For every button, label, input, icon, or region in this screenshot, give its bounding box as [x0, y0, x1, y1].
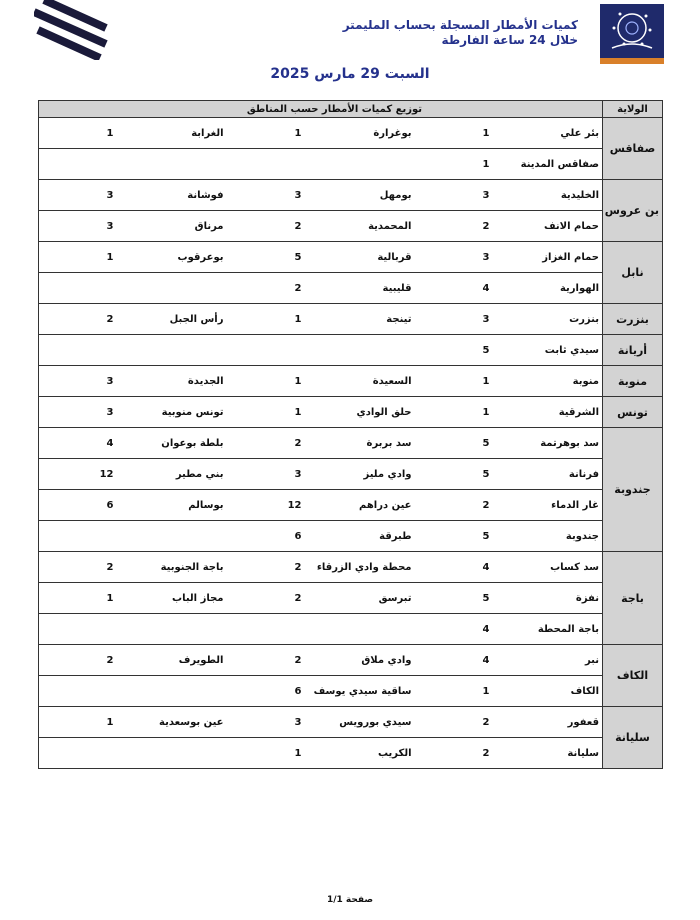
rainfall-value: 4	[415, 552, 493, 583]
rainfall-value: 2	[415, 738, 493, 769]
station-name: سليانة	[493, 738, 603, 769]
station-name: صفاقس المدينة	[493, 149, 603, 180]
station-name: سد بوهرتمة	[493, 428, 603, 459]
table-row	[39, 211, 663, 242]
page-number: صفحة 1/1	[326, 895, 374, 905]
station-name: جندوبة	[493, 521, 603, 552]
governorate-cell: بن عروس	[603, 180, 663, 242]
rainfall-value: 2	[227, 273, 305, 304]
governorate-cell: الكاف	[603, 645, 663, 707]
report-title	[278, 18, 578, 48]
station-name	[117, 521, 227, 552]
table-row	[39, 242, 663, 273]
table-row	[39, 583, 663, 614]
rainfall-table	[38, 100, 663, 769]
station-name	[117, 335, 227, 366]
table-row	[39, 366, 663, 397]
rainfall-value: 3	[415, 304, 493, 335]
rainfall-value: 3	[415, 180, 493, 211]
station-name	[117, 149, 227, 180]
station-name: بوسالم	[117, 490, 227, 521]
station-name: بومهل	[305, 180, 415, 211]
station-name: قربالية	[305, 242, 415, 273]
rainfall-value: 12	[227, 490, 305, 521]
distribution-column-header: توزيع كميات الأمطار حسب المناطق	[39, 101, 603, 118]
rainfall-value: 5	[415, 335, 493, 366]
rainfall-value: 1	[415, 366, 493, 397]
station-name: الكاف	[493, 676, 603, 707]
station-name: سيدي بورويس	[305, 707, 415, 738]
rainfall-value: 2	[415, 211, 493, 242]
station-name: محطة وادي الزرقاء	[305, 552, 415, 583]
rainfall-value	[39, 614, 117, 645]
station-name: طبرقة	[305, 521, 415, 552]
rainfall-value: 1	[227, 118, 305, 149]
rainfall-value: 5	[227, 242, 305, 273]
rainfall-value	[39, 273, 117, 304]
rainfall-value: 2	[415, 490, 493, 521]
station-name	[305, 335, 415, 366]
station-name: سد كساب	[493, 552, 603, 583]
rainfall-value: 1	[39, 118, 117, 149]
table-row	[39, 738, 663, 769]
table-row	[39, 707, 663, 738]
rainfall-value: 5	[415, 459, 493, 490]
rainfall-value: 6	[227, 521, 305, 552]
station-name: سد بربرة	[305, 428, 415, 459]
station-name: منوبة	[493, 366, 603, 397]
rainfall-value: 1	[227, 366, 305, 397]
rainfall-value: 12	[39, 459, 117, 490]
table-row	[39, 397, 663, 428]
rainfall-value: 3	[39, 211, 117, 242]
station-name	[305, 614, 415, 645]
rainfall-value	[39, 676, 117, 707]
station-name: تبرسق	[305, 583, 415, 614]
station-name: تونس منوبية	[117, 397, 227, 428]
rainfall-value: 1	[227, 738, 305, 769]
governorate-cell: بنزرت	[603, 304, 663, 335]
table-row	[39, 149, 663, 180]
rainfall-table-body	[39, 118, 663, 769]
rainfall-value: 2	[39, 552, 117, 583]
station-name: ساقية سيدي يوسف	[305, 676, 415, 707]
station-name: السعيدة	[305, 366, 415, 397]
station-name: قعفور	[493, 707, 603, 738]
station-name: فوشانة	[117, 180, 227, 211]
station-name: الخليدية	[493, 180, 603, 211]
station-name: حمام الانف	[493, 211, 603, 242]
table-row	[39, 552, 663, 583]
table-row	[39, 521, 663, 552]
rainfall-value: 6	[39, 490, 117, 521]
rainfall-value: 1	[39, 242, 117, 273]
table-row	[39, 118, 663, 149]
rainfall-value: 3	[415, 242, 493, 273]
station-name: الطويرف	[117, 645, 227, 676]
rainfall-value: 1	[39, 583, 117, 614]
station-name: باجة الجنوبية	[117, 552, 227, 583]
station-name: وادي ملاق	[305, 645, 415, 676]
governorate-cell: أريانة	[603, 335, 663, 366]
station-name: نفزة	[493, 583, 603, 614]
rainfall-value: 1	[415, 676, 493, 707]
rainfall-value: 3	[39, 180, 117, 211]
table-row	[39, 180, 663, 211]
rainfall-value	[227, 149, 305, 180]
governorate-cell: تونس	[603, 397, 663, 428]
station-name: مرناق	[117, 211, 227, 242]
table-header-row	[39, 101, 663, 118]
rainfall-value: 2	[415, 707, 493, 738]
station-name: سيدي ثابت	[493, 335, 603, 366]
table-row	[39, 614, 663, 645]
station-name: بئر علي	[493, 118, 603, 149]
station-name: قليبية	[305, 273, 415, 304]
table-row	[39, 304, 663, 335]
rainfall-value: 2	[227, 583, 305, 614]
station-name: بني مطير	[117, 459, 227, 490]
title-line-1: كميات الأمطار المسجلة بحساب المليمتر	[342, 18, 578, 32]
rainfall-value: 3	[39, 397, 117, 428]
table-row	[39, 645, 663, 676]
rainfall-value	[39, 335, 117, 366]
rainfall-value: 1	[415, 118, 493, 149]
rainfall-value: 1	[227, 304, 305, 335]
rainfall-value: 3	[227, 180, 305, 211]
station-name	[117, 614, 227, 645]
station-name: تينجة	[305, 304, 415, 335]
table-row	[39, 459, 663, 490]
station-name: الهوارية	[493, 273, 603, 304]
governorate-cell: منوبة	[603, 366, 663, 397]
station-name: رأس الجبل	[117, 304, 227, 335]
station-name: غار الدماء	[493, 490, 603, 521]
rainfall-value: 1	[415, 149, 493, 180]
station-name: بلطة بوعوان	[117, 428, 227, 459]
governorate-cell: جندوبة	[603, 428, 663, 552]
rainfall-value: 1	[415, 397, 493, 428]
table-row	[39, 490, 663, 521]
station-name: الشرقية	[493, 397, 603, 428]
rainfall-value: 5	[415, 583, 493, 614]
rainfall-value: 6	[227, 676, 305, 707]
station-name: عين دراهم	[305, 490, 415, 521]
table-row	[39, 335, 663, 366]
table-row	[39, 273, 663, 304]
rainfall-value	[39, 738, 117, 769]
rainfall-value: 2	[227, 428, 305, 459]
rainfall-value: 4	[415, 645, 493, 676]
rainfall-value: 1	[227, 397, 305, 428]
rainfall-value: 5	[415, 521, 493, 552]
rainfall-value: 4	[415, 614, 493, 645]
station-name: باجة المحطة	[493, 614, 603, 645]
report-date: السبت 29 مارس 2025	[270, 66, 430, 82]
station-name: المحمدية	[305, 211, 415, 242]
station-name: بوغرارة	[305, 118, 415, 149]
governorate-cell: سليانة	[603, 707, 663, 769]
rainfall-value: 2	[39, 304, 117, 335]
station-name: مجاز الباب	[117, 583, 227, 614]
title-line-2: خلال 24 ساعة الفارطة	[441, 33, 578, 47]
table-row	[39, 676, 663, 707]
rainfall-value: 4	[39, 428, 117, 459]
rainfall-value	[227, 614, 305, 645]
station-name	[305, 149, 415, 180]
rainfall-value	[39, 521, 117, 552]
decorative-stripes	[34, 0, 114, 60]
station-name: بنزرت	[493, 304, 603, 335]
rainfall-value: 1	[39, 707, 117, 738]
station-name: حمام الغزاز	[493, 242, 603, 273]
station-name	[117, 273, 227, 304]
station-name: الغرابة	[117, 118, 227, 149]
rainfall-value: 5	[415, 428, 493, 459]
rainfall-value: 2	[39, 645, 117, 676]
station-name: عين بوسعدية	[117, 707, 227, 738]
rainfall-value: 2	[227, 211, 305, 242]
rainfall-value: 3	[227, 459, 305, 490]
station-name: بوعرقوب	[117, 242, 227, 273]
station-name: فرنانة	[493, 459, 603, 490]
rainfall-value: 4	[415, 273, 493, 304]
governorate-cell: باجة	[603, 552, 663, 645]
institute-logo	[600, 4, 664, 64]
station-name: الجديدة	[117, 366, 227, 397]
station-name	[117, 676, 227, 707]
governorate-cell: صفاقس	[603, 118, 663, 180]
governorate-cell: نابل	[603, 242, 663, 304]
station-name	[117, 738, 227, 769]
rainfall-value: 3	[39, 366, 117, 397]
station-name: وادي مليز	[305, 459, 415, 490]
rainfall-value	[39, 149, 117, 180]
table-row	[39, 428, 663, 459]
state-column-header: الولاية	[603, 101, 663, 118]
rainfall-value: 2	[227, 645, 305, 676]
station-name: الكريب	[305, 738, 415, 769]
rainfall-value: 3	[227, 707, 305, 738]
station-name: نبر	[493, 645, 603, 676]
rainfall-value: 2	[227, 552, 305, 583]
rainfall-value	[227, 335, 305, 366]
station-name: حلق الوادي	[305, 397, 415, 428]
